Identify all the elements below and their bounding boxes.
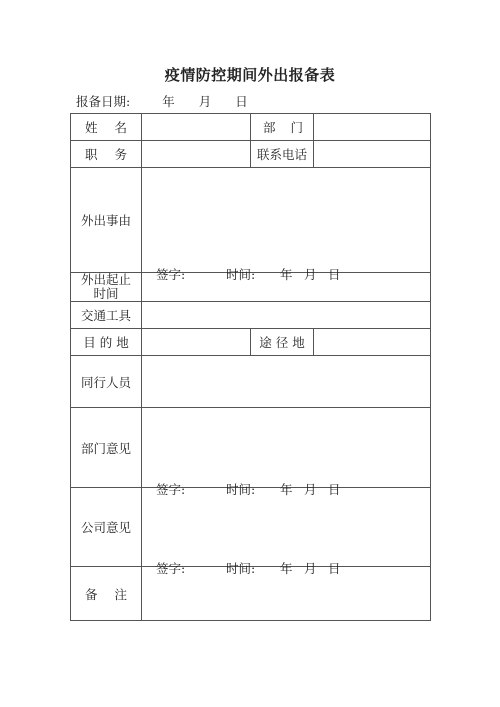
company-opinion-year: 年 (280, 561, 293, 576)
dept-opinion-label: 部门意见 (71, 408, 142, 488)
row-name-dept (71, 114, 431, 141)
dept-opinion-month: 月 (304, 482, 317, 497)
row-dept-opinion (71, 408, 431, 488)
dept-label-a: 部 (263, 120, 276, 135)
row-reason (71, 168, 431, 273)
name-label-a: 姓 (85, 120, 98, 135)
report-date-row (76, 92, 248, 110)
name-field[interactable] (142, 114, 251, 141)
row-company-opinion (71, 488, 431, 567)
destination-field[interactable] (142, 329, 251, 356)
remarks-label-b: 注 (114, 586, 127, 602)
transport-label: 交通工具 (71, 302, 142, 329)
reason-month: 月 (304, 267, 317, 282)
dept-opinion-time-label: 时间: (226, 482, 256, 497)
phone-field[interactable] (314, 141, 431, 168)
company-opinion-time-label: 时间: (226, 561, 256, 576)
company-opinion-sign-label: 签字: (156, 561, 186, 576)
companions-label: 同行人员 (71, 356, 142, 408)
name-label-b: 名 (114, 120, 127, 135)
row-transport (71, 302, 431, 329)
dept-opinion-sign-label: 签字: (156, 482, 186, 497)
report-date-day: 日 (235, 94, 248, 109)
dept-label-cell (251, 114, 314, 141)
company-opinion-day: 日 (328, 561, 341, 576)
reason-time-label: 时间: (226, 267, 256, 282)
report-date-month: 月 (198, 94, 212, 109)
position-label-a: 职 (85, 147, 98, 162)
dept-label-b: 门 (290, 120, 303, 135)
start-time-label-line2: 时间 (93, 286, 119, 301)
company-opinion-month: 月 (304, 561, 317, 576)
remarks-label-cell (71, 567, 142, 621)
dept-field[interactable] (314, 114, 431, 141)
company-opinion-label: 公司意见 (71, 488, 142, 567)
start-time-label-cell (71, 273, 142, 302)
via-field[interactable] (314, 329, 431, 356)
dept-opinion-day: 日 (328, 482, 341, 497)
row-destination-via (71, 329, 431, 356)
position-label-cell (71, 141, 142, 168)
reason-sign-label: 签字: (156, 267, 186, 282)
remarks-label-a: 备 (85, 586, 98, 602)
row-position-phone (71, 141, 431, 168)
form-title: 疫情防控期间外出报备表 (164, 66, 336, 84)
start-time-label-line1: 外出起止 (80, 272, 131, 287)
dept-opinion-field[interactable] (142, 408, 431, 497)
reason-field[interactable] (142, 168, 431, 282)
reason-label: 外出事由 (71, 168, 142, 273)
name-label-cell (71, 114, 142, 141)
report-date-label: 报备日期: (76, 94, 131, 109)
companions-field[interactable] (142, 356, 431, 408)
via-label: 途 径 地 (251, 329, 314, 356)
transport-field[interactable] (142, 302, 431, 329)
reason-year: 年 (280, 267, 293, 282)
row-companions (71, 356, 431, 408)
dept-opinion-year: 年 (280, 482, 293, 497)
report-form-table (70, 113, 431, 621)
position-label-b: 务 (114, 147, 127, 162)
report-date-year: 年 (162, 94, 175, 109)
phone-label: 联系电话 (251, 141, 314, 168)
reason-day: 日 (328, 267, 341, 282)
destination-label: 目 的 地 (71, 329, 142, 356)
company-opinion-field[interactable] (142, 488, 431, 576)
position-field[interactable] (142, 141, 251, 168)
